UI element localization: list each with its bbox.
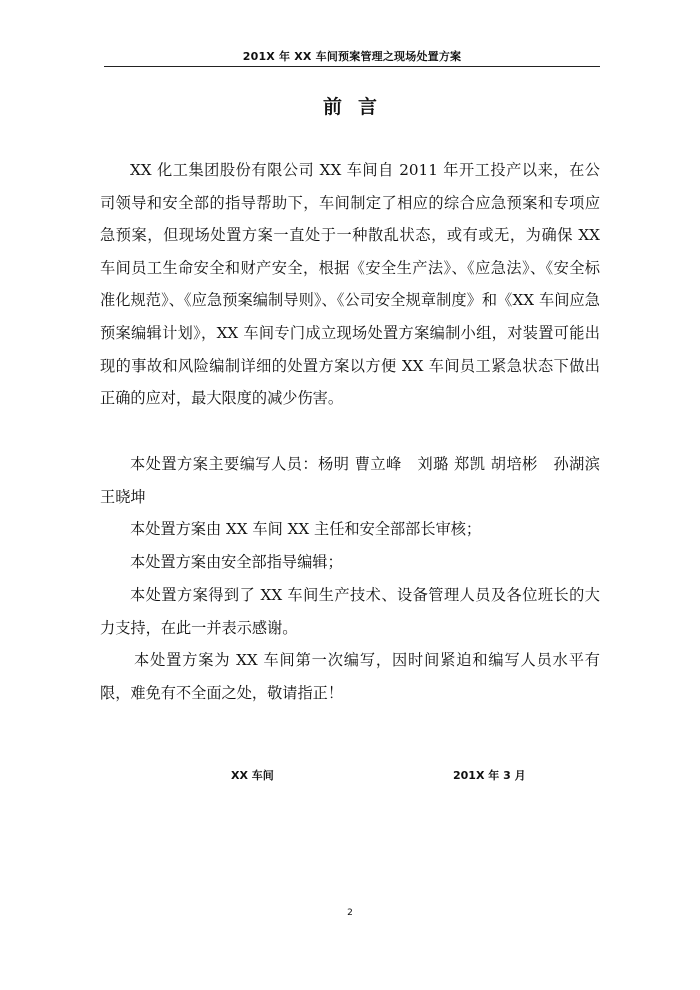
page-number: 2 [347,908,353,918]
paragraph-acknowledgement: 本处置方案得到了 XX 车间生产技术、设备管理人员及各位班长的大力支持，在此一并表示感谢。 [100,586,600,637]
paragraph-disclaimer: 本处置方案为 XX 车间第一次编写，因时间紧迫和编写人员水平有限，难免有不全面之处，敬请指正！ [100,651,600,702]
page-header: 201X 年 XX 车间预案管理之现场处置方案 [242,50,462,63]
paragraph-introduction: XX 化工集团股份有限公司 XX 车间自 2011 年开工投产以来，在公司领导和安全部的指导帮助下，车间制定了相应的综合应急预案和专项应急预案，但现场处置方案一直处于一种散乱状态，或有或无，为确保 XX 车间员工生命安全和财产安全，根据《安全生产法》、《应急法》、《安全标准化规范》、《应急预案编制导则》、《公司安全规章制度》和《XX 车间应急预案编辑计划》，XX 车间专门成立现场处置方案编制小组，对装置可能出现的事故和风险编制详细的处置方案以方便 XX 车间员工紧急状态下做出正确的应对，最大限度的减少伤害。 [100,161,600,408]
paragraph-guidance: 本处置方案由安全部指导编辑； [130,553,343,571]
header-divider [104,66,600,67]
paragraph-review: 本处置方案由 XX 车间 XX 主任和安全部部长审核； [130,520,482,538]
paragraph-authors: 本处置方案主要编写人员：杨明 曹立峰 刘璐 郑凯 胡培彬 孙湖滨 王晓坤 [100,455,616,506]
signature-date: 201X 年 3 月 [453,769,526,782]
signature-department: XX 车间 [231,769,274,782]
document-title: 前言 [322,96,393,118]
